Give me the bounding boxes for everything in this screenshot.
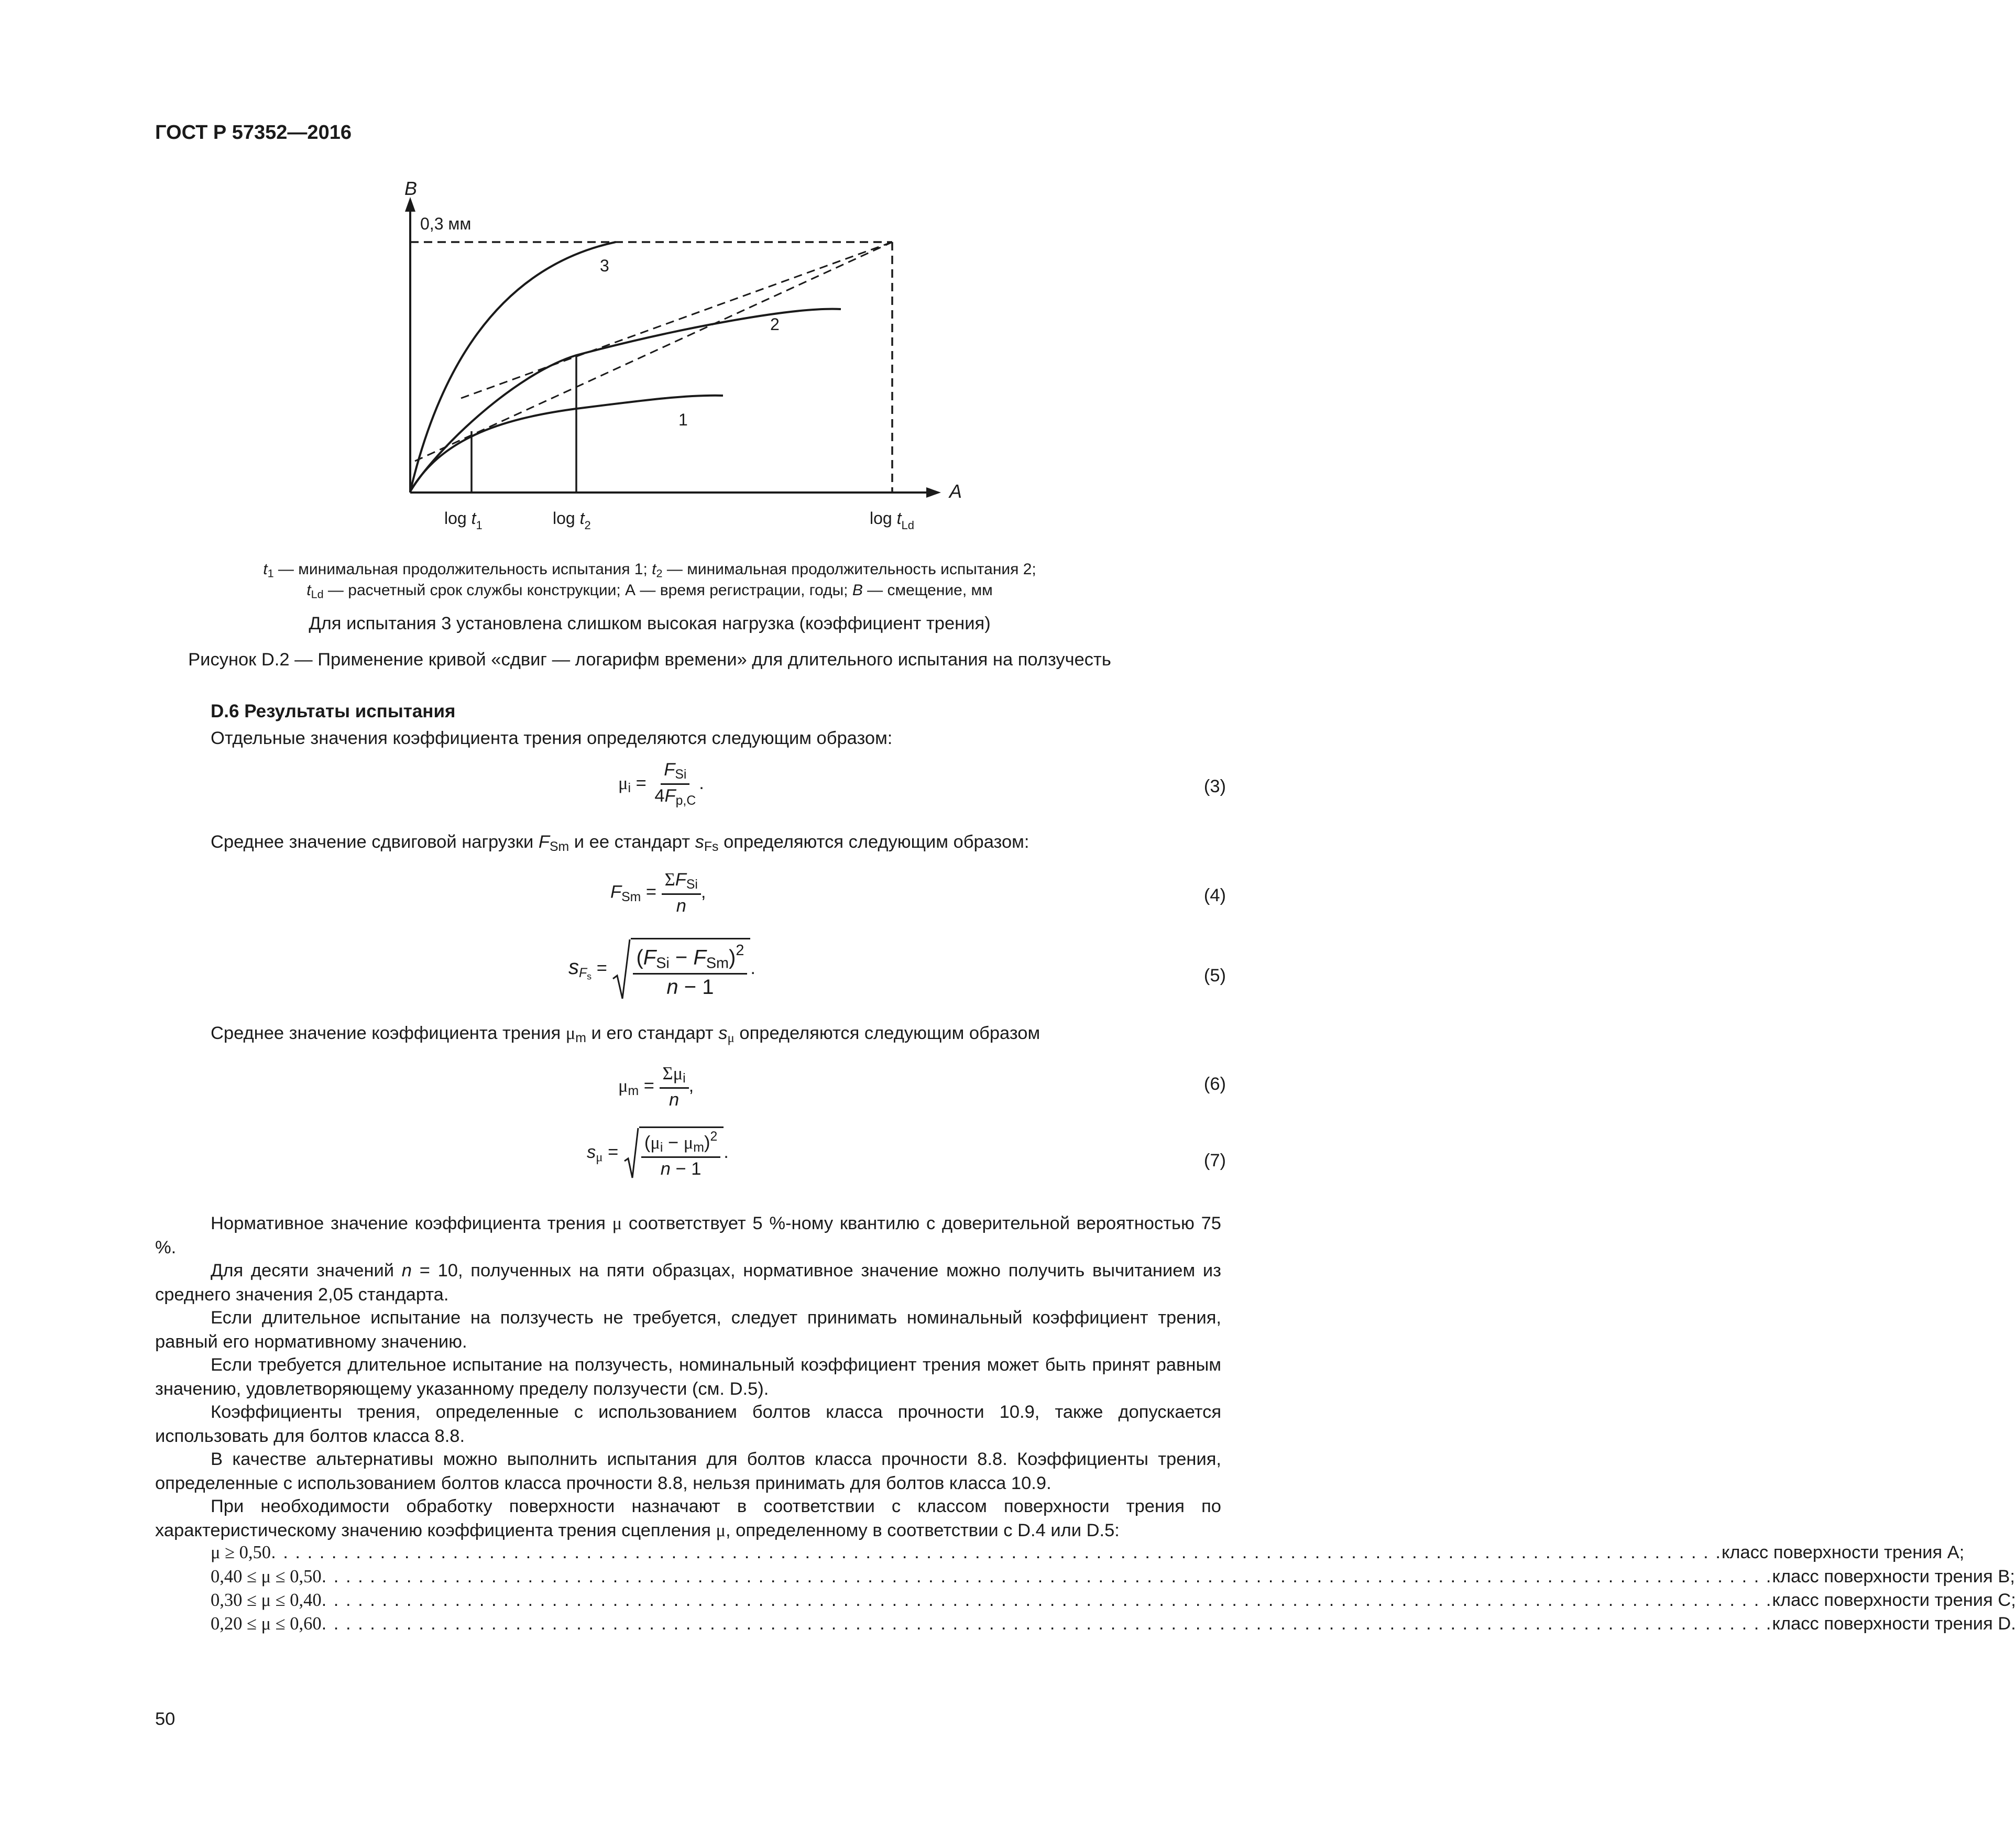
- eq7-sqrt: $\frac{(\mu_i - \mu_m)^2}{n - 1}$: [623, 1126, 724, 1180]
- eq5-sqrt: $\frac{(F_{Si} - F_{Sm})^2}{n - 1}$: [612, 938, 750, 1001]
- surface-class-row: [211, 1542, 1965, 1563]
- paragraph-bolts-10-9: Коэффициенты трения, определенные с использованием болтов класса прочности 10.9, также допускается использовать для болтов класса 8.8.: [155, 1402, 1221, 1446]
- surface-class-condition: 0,40 ≤ μ ≤ 0,50: [211, 1567, 322, 1587]
- surface-class-condition: 0,30 ≤ μ ≤ 0,40: [211, 1590, 322, 1610]
- surface-class-name: класс поверхности трения B;: [1772, 1567, 2015, 1587]
- leader-dots: . . . . . . . . . . . . . . . . . . . . . . . . . . . . . . . . . . . . . . . . . . . . . . . . . . . . . . . . . . . . . . . . . . . . . . . . . . . . . . . . . . . . . . . . . . . . . . . . . . . . . . . . . . . . . . . . . . . . . . . .: [321, 1614, 1772, 1634]
- paragraph-ten-values: Для десяти значений n = 10, полученных на пяти образцах, нормативное значение можно получить вычитанием из среднего значения 2,05 стандарта.: [155, 1261, 1221, 1305]
- section-title: D.6 Результаты испытания: [211, 701, 456, 721]
- equation-7-number: (7): [1203, 1151, 1226, 1170]
- y-level-label: 0,3 мм: [420, 214, 472, 233]
- figure-caption: Рисунок D.2 — Применение кривой «сдвиг — логарифм времени» для длительного испытания на ползучесть: [188, 650, 1111, 670]
- surface-class-name: класс поверхности трения A;: [1721, 1542, 1965, 1562]
- tangent-line-2: [461, 242, 892, 398]
- tangent-line-1: [415, 242, 892, 461]
- paragraph-alternative: В качестве альтернативы можно выполнить испытания для болтов класса прочности 8.8. Коэффициенты трения, определенные с использованием болтов класса прочности 8.8, нельзя принимать для болтов класса 10.9.: [155, 1449, 1221, 1493]
- eq3-fraction: $\frac{F_{Si}}{4F_{p,C}}$: [654, 760, 696, 808]
- equation-3-number: (3): [1203, 776, 1226, 796]
- figure-legend-line-1: $t_1$ — минимальная продолжительность испытания 1; $t_2$ — минимальная продолжительность испытания 2;: [263, 561, 1036, 580]
- equation-4: $F_{Sm}$ = $\frac{\Sigma F_{Si}}{n}$ ,: [610, 870, 706, 916]
- x-tick-log-t2: $\log t_2$: [553, 509, 591, 532]
- paragraph-mu: Среднее значение коэффициента трения $\mu_m$ и его стандарт $s_\mu$ определяются следующим образом: [211, 1023, 1040, 1046]
- page-number: 50: [155, 1709, 176, 1729]
- x-tick-log-t1: $\log t_1$: [444, 509, 483, 532]
- paragraph-no-creep: Если длительное испытание на ползучесть не требуется, следует принимать номинальный коэффициент трения, равный его нормативному значению.: [155, 1308, 1221, 1352]
- curve-2-label: 2: [770, 315, 780, 334]
- document-header: ГОСТ Р 57352—2016: [155, 122, 352, 144]
- equation-5: $s_{F_s}$ = $\frac{(F_{Si} - F_{Sm})^2}{n - 1}$ .: [568, 938, 755, 1001]
- surface-class-condition: 0,20 ≤ μ ≤ 0,60: [211, 1614, 322, 1634]
- surface-class-row: [211, 1567, 2015, 1587]
- paragraph-creep: Если требуется длительное испытание на ползучесть, номинальный коэффициент трения может быть принят равным значению, удовлетворяющему указанному пределу ползучести (см. D.5).: [155, 1355, 1221, 1399]
- paragraph-fsm: Среднее значение сдвиговой нагрузки $F_{Sm}$ и ее стандарт $s_{Fs}$ определяются следующим образом:: [211, 832, 1029, 855]
- creep-figure: [377, 178, 985, 555]
- figure-legend-line-2: $t_{Ld}$ — расчетный срок службы конструкции; А — время регистрации, годы; B — смещение, мм: [306, 582, 993, 601]
- eq6-fraction: $\frac{\Sigma\mu_i}{n}$: [660, 1064, 689, 1110]
- paragraph-surface-treatment: При необходимости обработку поверхности назначают в соответствии с классом поверхности трения по характеристическому значению коэффициента трения сцепления μ, определенному в соответствии с D.4 или D.5:: [155, 1496, 1221, 1540]
- x-tick-log-tld: $\log t_{Ld}$: [870, 509, 914, 532]
- curve-1-label: 1: [678, 410, 688, 429]
- equation-4-number: (4): [1203, 885, 1226, 905]
- surface-class-row: [211, 1590, 2016, 1611]
- equation-6: $\mu_m$ = $\frac{\Sigma\mu_i}{n}$ ,: [618, 1064, 694, 1110]
- equation-5-number: (5): [1203, 966, 1226, 986]
- surface-class-name: класс поверхности трения D.: [1772, 1614, 2016, 1634]
- equation-7: $s_\mu$ = $\frac{(\mu_i - \mu_m)^2}{n - 1}$ .: [587, 1126, 729, 1180]
- leader-dots: . . . . . . . . . . . . . . . . . . . . . . . . . . . . . . . . . . . . . . . . . . . . . . . . . . . . . . . . . . . . . . . . . . . . . . . . . . . . . . . . . . . . . . . . . . . . . . . . . . . . . . . . . . . . . . . . . . . . . . . .: [271, 1542, 1722, 1562]
- curve-3-label: 3: [600, 256, 609, 275]
- leader-dots: . . . . . . . . . . . . . . . . . . . . . . . . . . . . . . . . . . . . . . . . . . . . . . . . . . . . . . . . . . . . . . . . . . . . . . . . . . . . . . . . . . . . . . . . . . . . . . . . . . . . . . . . . . . . . . . . . . . . . . . .: [321, 1567, 1772, 1587]
- curve-3: [410, 242, 616, 491]
- eq4-fraction: $\frac{\Sigma F_{Si}}{n}$: [662, 870, 701, 916]
- y-axis-arrow: [405, 197, 415, 212]
- surface-class-name: класс поверхности трения C;: [1772, 1590, 2016, 1610]
- leader-dots: . . . . . . . . . . . . . . . . . . . . . . . . . . . . . . . . . . . . . . . . . . . . . . . . . . . . . . . . . . . . . . . . . . . . . . . . . . . . . . . . . . . . . . . . . . . . . . . . . . . . . . . . . . . . . . . . . . . . . . . .: [321, 1590, 1772, 1610]
- section-intro: Отдельные значения коэффициента трения определяются следующим образом:: [211, 728, 893, 748]
- figure-note: Для испытания 3 установлена слишком высокая нагрузка (коэффициент трения): [309, 614, 991, 633]
- curve-1: [410, 396, 723, 491]
- y-axis-letter: B: [404, 178, 418, 199]
- surface-class-condition: μ ≥ 0,50: [211, 1542, 271, 1562]
- x-axis-arrow: [926, 487, 941, 498]
- surface-class-row: [211, 1614, 2016, 1634]
- paragraph-normative: Нормативное значение коэффициента трения μ соответствует 5 %-ному квантилю с доверительной вероятностью 75 %.: [155, 1213, 1221, 1257]
- x-axis-letter: A: [949, 480, 962, 502]
- equation-6-number: (6): [1203, 1074, 1226, 1094]
- equation-3: $\mu_i$ = $\frac{F_{Si}}{4F_{p,C}}$ .: [618, 760, 704, 808]
